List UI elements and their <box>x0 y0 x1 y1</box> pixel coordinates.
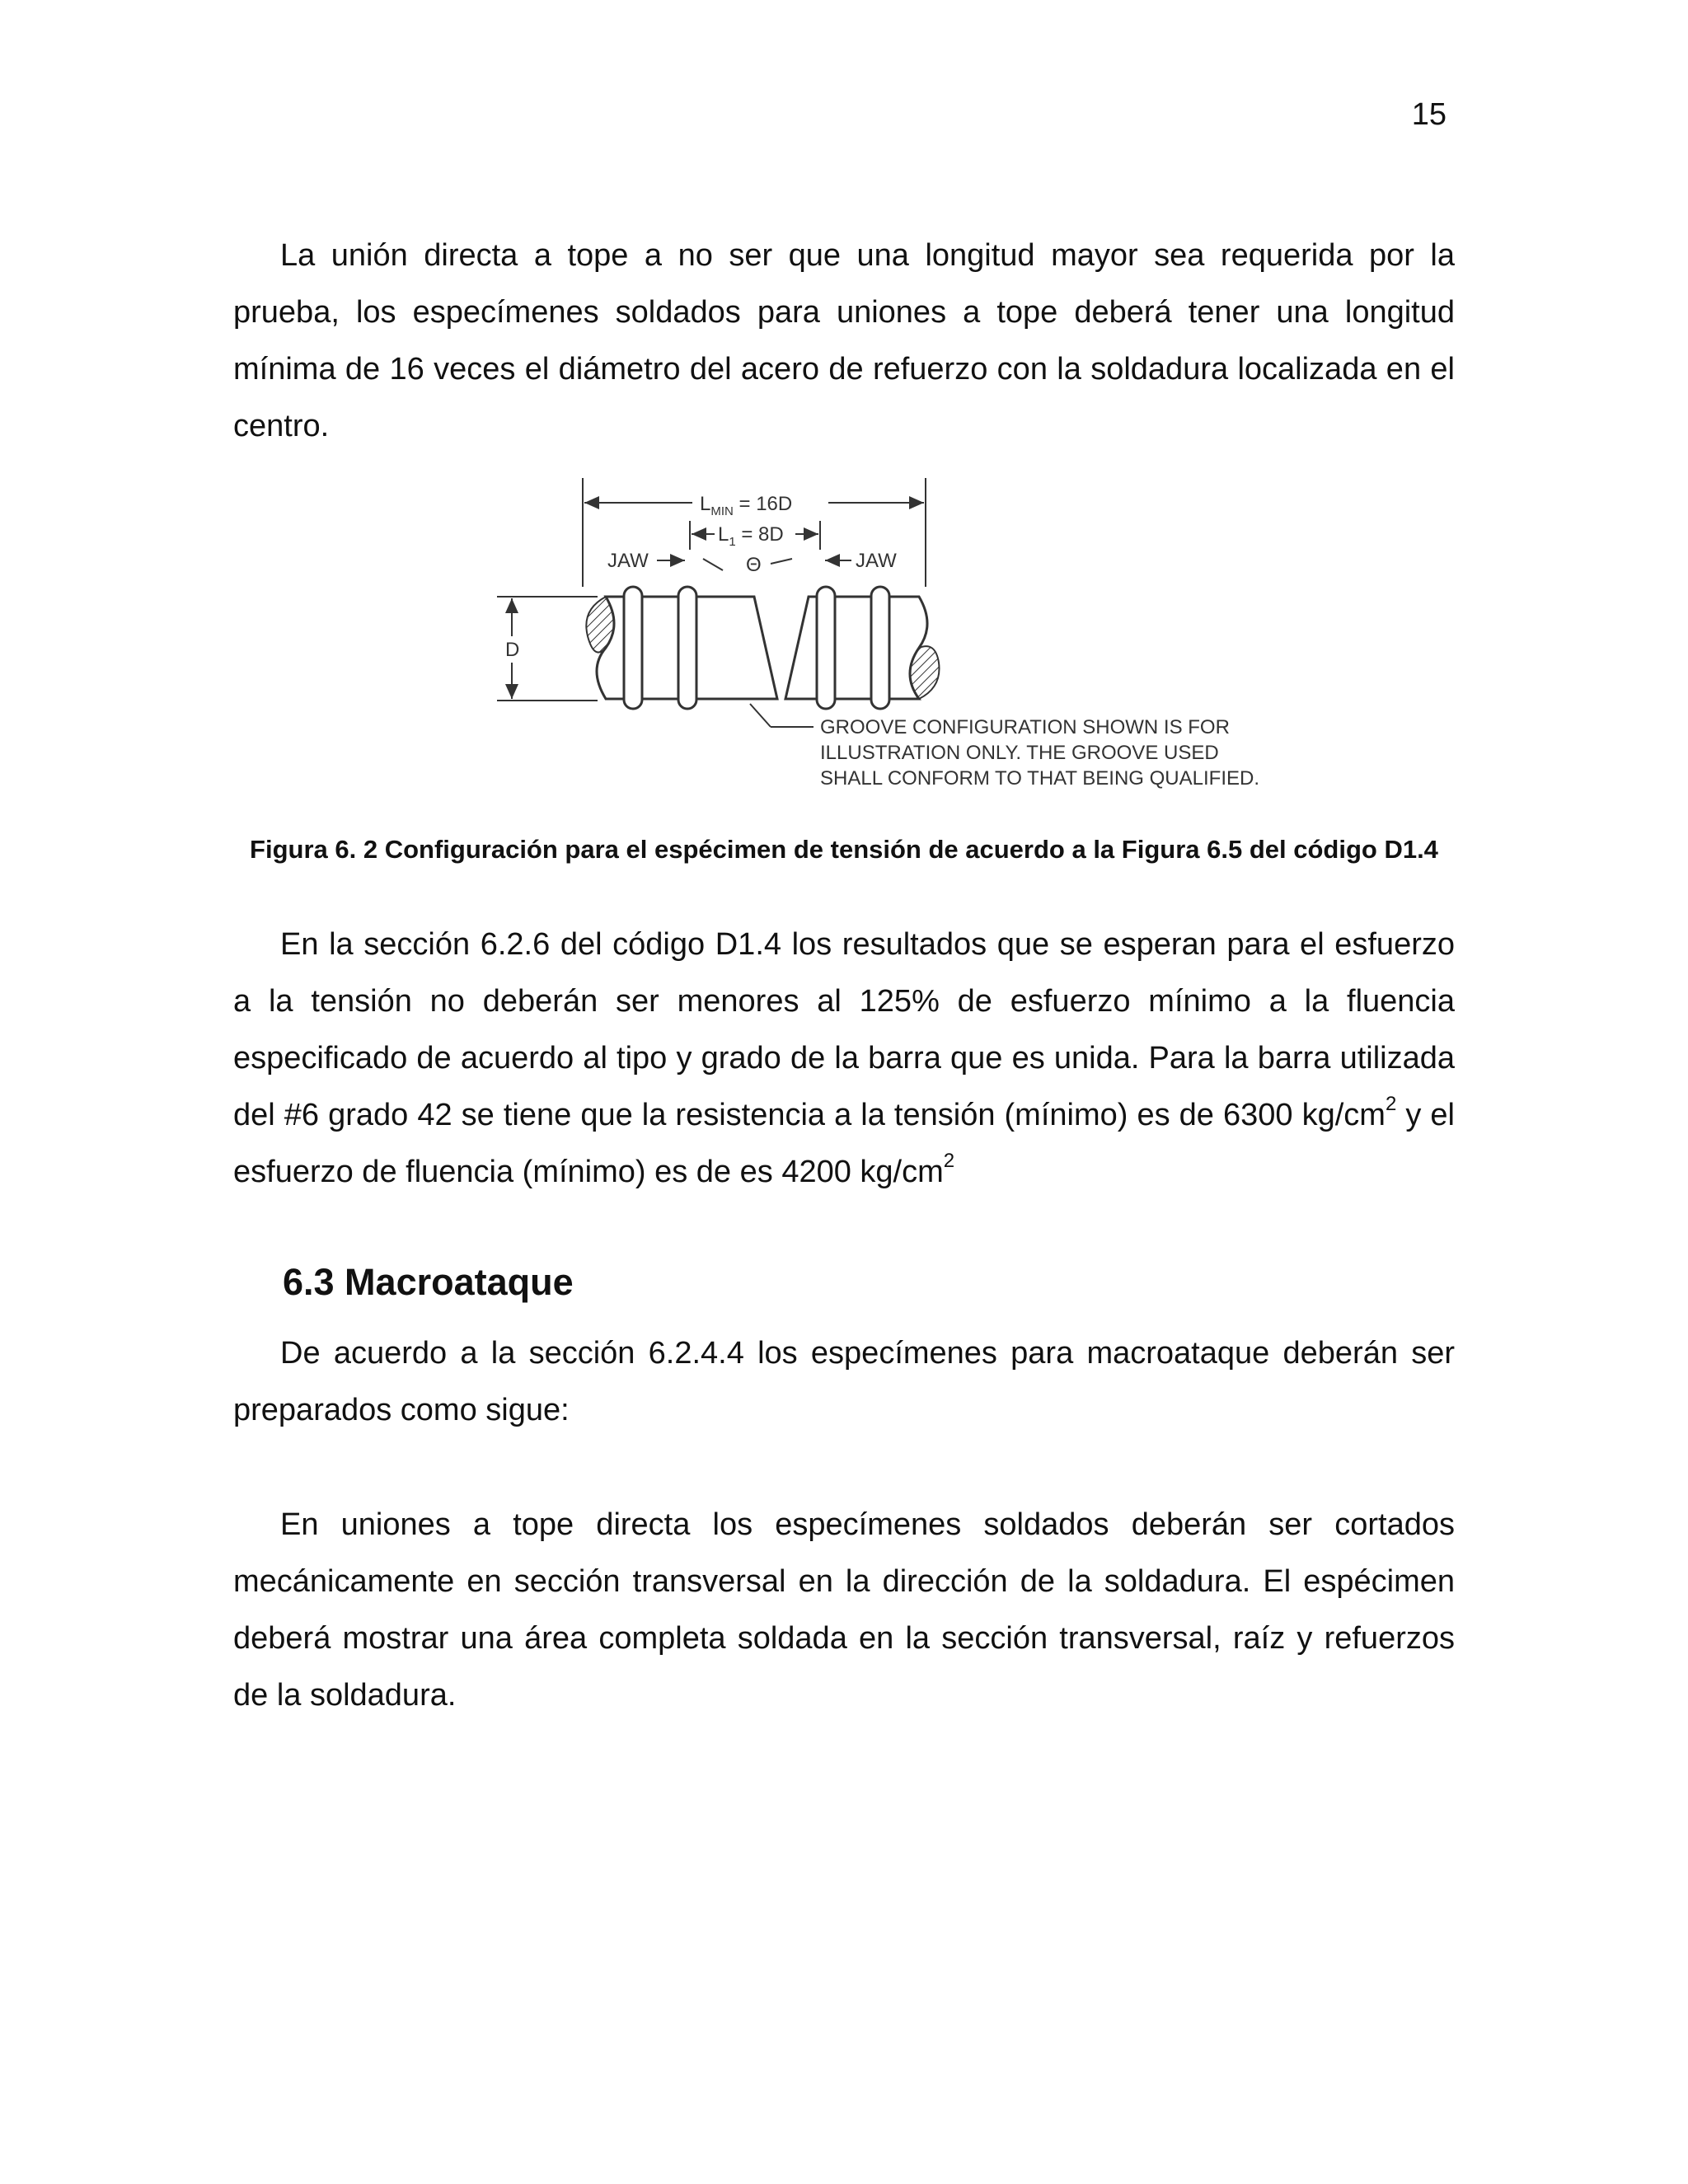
page-number: 15 <box>1411 97 1447 132</box>
l1-label: $L_1 = 8D$ <box>718 523 784 549</box>
right-bar-body <box>785 597 927 699</box>
theta-arrow-left <box>703 559 723 570</box>
jaw-left-label: JAW <box>607 550 649 572</box>
lmin-label: $L_{MIN} = 16D$ <box>700 493 793 518</box>
figure-caption: Figura 6. 2 Configuración para el espécimen de tensión de acuerdo a la Figura 6.5 del código D1.4 <box>250 835 1438 864</box>
theta-arrow-right <box>771 559 792 564</box>
jaw-right-label: JAW <box>856 550 897 572</box>
section-heading: 6.3 Macroataque <box>283 1261 574 1303</box>
tension-specimen-figure <box>490 471 1306 801</box>
right-bar-rib-2 <box>871 587 889 709</box>
paragraph-butt-joint-length: La unión directa a tope a no ser que una longitud mayor sea requerida por la prueba, los especímenes soldados para uniones a tope deberá tener una longitud mínima de 16 veces el diámetro del acero de refuerzo con la soldadura localizada en el centro. <box>233 238 1455 443</box>
right-bar-section-hatch <box>910 646 940 699</box>
superscript-2: 2 <box>943 1150 955 1173</box>
d-label: D <box>505 639 520 661</box>
superscript-2: 2 <box>1385 1093 1397 1116</box>
left-bar-rib-1 <box>624 587 642 709</box>
groove-leader-diagonal <box>750 704 771 727</box>
right-bar-rib-1 <box>817 587 835 709</box>
groove-note-line-3: SHALL CONFORM TO THAT BEING QUALIFIED. <box>820 767 1259 790</box>
theta-label: Θ <box>746 554 762 576</box>
paragraph-tensile-results: En la sección 6.2.6 del código D1.4 los resultados que se esperan para el esfuerzo a la tensión no deberán ser menores al 125% de esfuerzo mínimo a la fluencia especificado de acuerdo al tipo y grado de la barra que es unida. Para la barra utilizada del #6 grado 42 se tiene que la resistencia a la tensión (mínimo) es de 6300 $kg/cm^2$ y el esfuerzo de fluencia (mínimo) es de es 4200 $kg/cm^2$ <box>233 927 1455 1189</box>
paragraph-macroetch-intro: De acuerdo a la sección 6.2.4.4 los especímenes para macroataque deberán ser preparados como sigue: <box>233 1336 1455 1427</box>
groove-note-line-1: GROOVE CONFIGURATION SHOWN IS FOR <box>820 716 1230 738</box>
paragraph-macroetch-cutting: En uniones a tope directa los especímenes soldados deberán ser cortados mecánicamente en sección transversal en la dirección de la soldadura. El espécimen deberá mostrar una área completa soldada en la sección transversal, raíz y refuerzos de la soldadura. <box>233 1507 1455 1713</box>
groove-note-line-2: ILLUSTRATION ONLY. THE GROOVE USED <box>820 742 1219 764</box>
left-bar-rib-2 <box>678 587 696 709</box>
